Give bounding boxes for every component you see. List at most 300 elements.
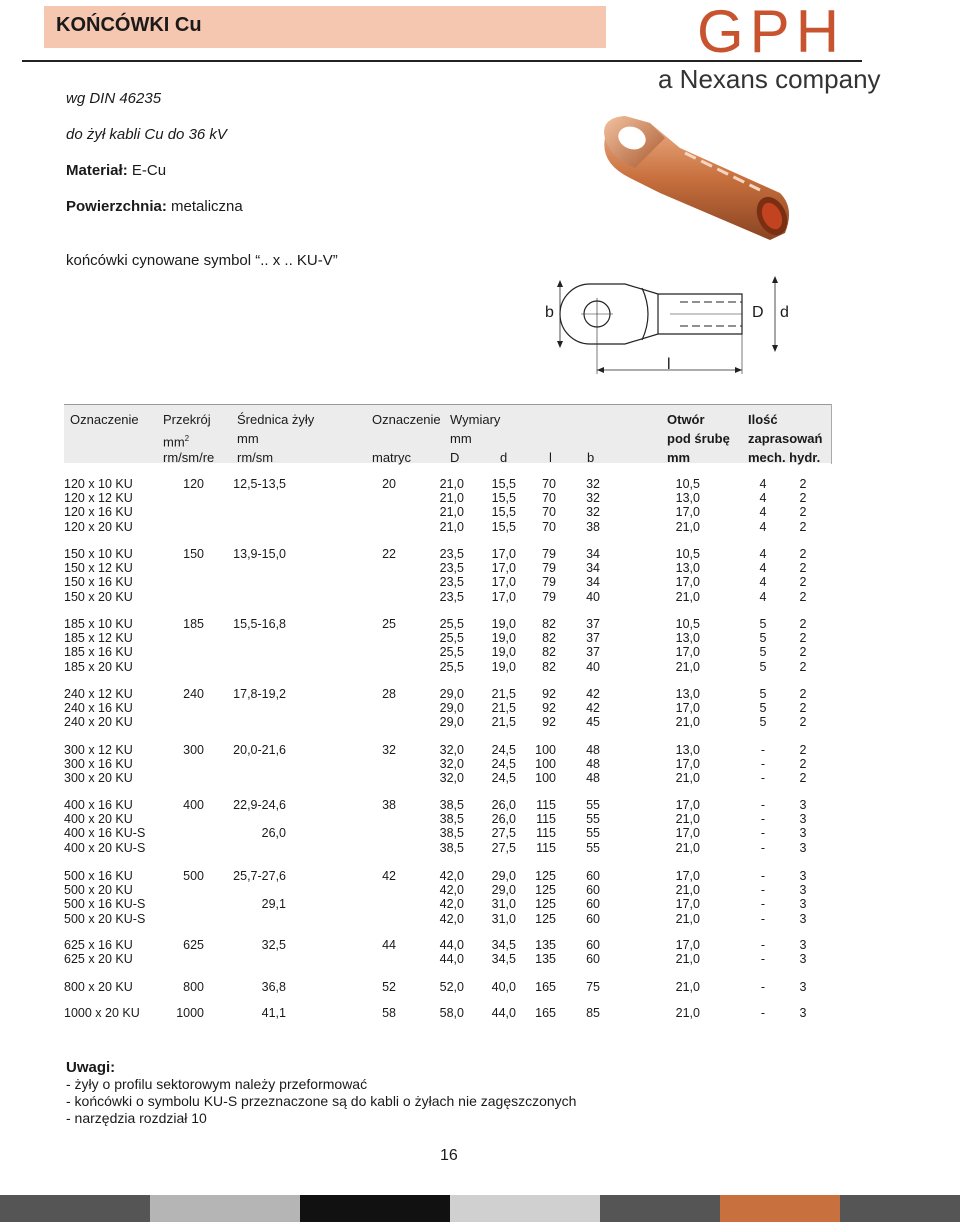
cell-b: 60 bbox=[586, 938, 600, 952]
th-wymiary: Wymiary bbox=[450, 412, 501, 427]
cell-otwor: 10,5 bbox=[675, 617, 700, 631]
cell-srednica: 20,0-21,6 bbox=[233, 743, 286, 757]
cell-l: 100 bbox=[535, 757, 556, 772]
cell-hydr: 3 bbox=[799, 938, 807, 952]
th-mech-hydr: mech. hydr. bbox=[748, 450, 821, 465]
cell-l: 79 bbox=[542, 561, 556, 576]
cell-matryca: 38 bbox=[382, 798, 396, 812]
cell-l: 115 bbox=[536, 826, 556, 841]
cell-hydr: 3 bbox=[799, 897, 807, 912]
cell-otwor: 13,0 bbox=[675, 631, 700, 646]
cell-mech: 5 bbox=[759, 687, 767, 701]
table-row bbox=[0, 520, 960, 535]
cell-przekroj: 1000 bbox=[176, 1006, 204, 1020]
cell-D: 58,0 bbox=[439, 1006, 464, 1020]
cell-matryca: 22 bbox=[382, 547, 396, 561]
cell-mech: 4 bbox=[759, 505, 767, 520]
cell-otwor: 17,0 bbox=[675, 798, 700, 812]
cell-hydr: 2 bbox=[799, 477, 807, 491]
cell-srednica: 41,1 bbox=[261, 1006, 286, 1020]
cell-D: 44,0 bbox=[439, 938, 464, 952]
cell-otwor: 21,0 bbox=[675, 1006, 700, 1020]
cell-otwor: 17,0 bbox=[675, 645, 700, 660]
cell-l: 125 bbox=[535, 869, 556, 883]
th-col-d: d bbox=[500, 450, 508, 465]
table-row bbox=[0, 938, 960, 953]
table-row bbox=[0, 952, 960, 967]
cell-hydr: 3 bbox=[799, 1006, 807, 1020]
cell-oznaczenie: 240 x 16 KU bbox=[64, 701, 133, 716]
cell-mech: - bbox=[760, 869, 766, 883]
cell-srednica: 32,5 bbox=[261, 938, 286, 952]
cell-otwor: 10,5 bbox=[675, 547, 700, 561]
cell-otwor: 17,0 bbox=[675, 701, 700, 716]
cell-d: 24,5 bbox=[491, 757, 516, 772]
cell-otwor: 21,0 bbox=[675, 911, 700, 926]
cell-srednica: 13,9-15,0 bbox=[233, 547, 286, 561]
cell-oznaczenie: 400 x 16 KU bbox=[64, 798, 133, 812]
cell-hydr: 2 bbox=[799, 687, 807, 701]
cell-mech: - bbox=[760, 1006, 766, 1020]
cell-hydr: 2 bbox=[799, 771, 807, 786]
cell-srednica: 25,7-27,6 bbox=[233, 869, 286, 883]
cell-D: 21,0 bbox=[439, 505, 464, 520]
cell-oznaczenie: 185 x 10 KU bbox=[64, 617, 133, 631]
cell-hydr: 3 bbox=[799, 798, 807, 812]
table-row bbox=[0, 798, 960, 813]
cell-D: 25,5 bbox=[439, 631, 464, 646]
cell-d: 26,0 bbox=[491, 798, 516, 812]
cell-b: 32 bbox=[586, 477, 600, 491]
dim-label-d: d bbox=[780, 304, 789, 321]
cell-oznaczenie: 240 x 20 KU bbox=[64, 715, 133, 730]
cell-hydr: 2 bbox=[799, 743, 807, 757]
cell-d: 15,5 bbox=[491, 505, 516, 520]
cell-przekroj: 120 bbox=[183, 477, 204, 491]
cell-otwor: 21,0 bbox=[675, 519, 700, 534]
cell-otwor: 17,0 bbox=[675, 938, 700, 952]
cell-l: 165 bbox=[535, 1006, 556, 1020]
cell-b: 34 bbox=[586, 561, 600, 576]
table-row bbox=[0, 869, 960, 884]
cell-hydr: 2 bbox=[799, 519, 807, 534]
cell-hydr: 3 bbox=[799, 980, 807, 994]
cell-D: 23,5 bbox=[439, 561, 464, 576]
material-label: Materiał: bbox=[66, 162, 128, 179]
cell-b: 55 bbox=[586, 812, 600, 827]
cell-l: 92 bbox=[542, 687, 556, 701]
cell-hydr: 3 bbox=[799, 883, 807, 898]
cell-d: 34,5 bbox=[491, 952, 516, 967]
cell-mech: - bbox=[760, 771, 766, 786]
cell-otwor: 13,0 bbox=[675, 687, 700, 701]
cell-l: 115 bbox=[536, 798, 556, 812]
cell-d: 24,5 bbox=[491, 771, 516, 786]
cell-d: 19,0 bbox=[491, 645, 516, 660]
cell-l: 79 bbox=[542, 547, 556, 561]
cell-oznaczenie: 185 x 12 KU bbox=[64, 631, 133, 646]
cell-b: 37 bbox=[586, 617, 600, 631]
table-row bbox=[0, 1006, 960, 1021]
cell-matryca: 42 bbox=[382, 869, 396, 883]
cell-b: 42 bbox=[586, 687, 600, 701]
cell-d: 15,5 bbox=[491, 477, 516, 491]
notes-title: Uwagi: bbox=[66, 1059, 116, 1076]
th-col-D: D bbox=[450, 450, 460, 465]
cell-l: 135 bbox=[535, 952, 556, 967]
th-col-l: l bbox=[549, 450, 552, 465]
cell-D: 32,0 bbox=[439, 771, 464, 786]
cell-l: 82 bbox=[542, 617, 556, 631]
cell-mech: - bbox=[760, 743, 766, 757]
cell-mech: 4 bbox=[759, 519, 767, 534]
cell-hydr: 3 bbox=[799, 840, 807, 855]
cell-d: 21,5 bbox=[491, 701, 516, 716]
table-row bbox=[0, 743, 960, 758]
th-matryca: Oznaczenie bbox=[372, 412, 441, 427]
th-oznaczenie: Oznaczenie bbox=[70, 412, 139, 427]
cell-oznaczenie: 1000 x 20 KU bbox=[64, 1006, 140, 1020]
th-otwor-unit: mm bbox=[667, 450, 691, 465]
cell-matryca: 58 bbox=[382, 1006, 396, 1020]
cell-mech: 4 bbox=[759, 491, 767, 506]
cell-D: 25,5 bbox=[439, 617, 464, 631]
cell-mech: - bbox=[760, 826, 766, 841]
cell-otwor: 21,0 bbox=[675, 812, 700, 827]
cell-oznaczenie: 400 x 20 KU bbox=[64, 812, 133, 827]
cell-D: 32,0 bbox=[439, 743, 464, 757]
cell-oznaczenie: 300 x 12 KU bbox=[64, 743, 133, 757]
cell-d: 31,0 bbox=[491, 897, 516, 912]
table-row bbox=[0, 631, 960, 646]
cell-d: 17,0 bbox=[491, 589, 516, 604]
cell-b: 75 bbox=[586, 980, 600, 994]
cell-b: 55 bbox=[586, 798, 600, 812]
cell-mech: - bbox=[760, 757, 766, 772]
cell-otwor: 17,0 bbox=[675, 575, 700, 590]
cell-przekroj: 400 bbox=[183, 798, 204, 812]
cell-hydr: 3 bbox=[799, 911, 807, 926]
cell-D: 29,0 bbox=[439, 687, 464, 701]
table-row bbox=[0, 715, 960, 730]
cell-otwor: 21,0 bbox=[675, 659, 700, 674]
cell-D: 42,0 bbox=[439, 869, 464, 883]
cell-hydr: 3 bbox=[799, 812, 807, 827]
cell-l: 125 bbox=[535, 883, 556, 898]
cell-otwor: 17,0 bbox=[675, 897, 700, 912]
cell-d: 21,5 bbox=[491, 715, 516, 730]
cell-otwor: 21,0 bbox=[675, 589, 700, 604]
cell-D: 25,5 bbox=[439, 645, 464, 660]
cell-otwor: 13,0 bbox=[675, 561, 700, 576]
cell-l: 92 bbox=[542, 715, 556, 730]
cell-przekroj: 500 bbox=[183, 869, 204, 883]
cell-D: 23,5 bbox=[439, 589, 464, 604]
cell-D: 38,5 bbox=[439, 826, 464, 841]
cell-b: 60 bbox=[586, 911, 600, 926]
cell-l: 115 bbox=[536, 840, 556, 855]
table-row bbox=[0, 687, 960, 702]
cell-przekroj: 150 bbox=[183, 547, 204, 561]
cell-srednica: 29,1 bbox=[261, 897, 286, 912]
cell-d: 19,0 bbox=[491, 617, 516, 631]
cell-b: 42 bbox=[586, 701, 600, 716]
intro-cable: do żył kabli Cu do 36 kV bbox=[66, 126, 227, 143]
table-row bbox=[0, 897, 960, 912]
th-przekroj-unit: $mm^2$ bbox=[163, 434, 190, 450]
cell-l: 82 bbox=[542, 631, 556, 646]
cell-hydr: 3 bbox=[799, 952, 807, 967]
cell-otwor: 21,0 bbox=[675, 952, 700, 967]
cell-mech: 4 bbox=[759, 575, 767, 590]
cell-d: 26,0 bbox=[491, 812, 516, 827]
cell-l: 79 bbox=[542, 575, 556, 590]
th-przekroj-sub: rm/sm/re bbox=[163, 450, 215, 465]
cell-l: 82 bbox=[542, 659, 556, 674]
cell-D: 29,0 bbox=[439, 715, 464, 730]
cell-mech: 5 bbox=[759, 631, 767, 646]
table-row bbox=[0, 590, 960, 605]
cell-b: 34 bbox=[586, 547, 600, 561]
cell-D: 42,0 bbox=[439, 883, 464, 898]
table-row bbox=[0, 757, 960, 772]
brand-logo: GPH bbox=[697, 0, 846, 65]
cell-srednica: 36,8 bbox=[261, 980, 286, 994]
cell-oznaczenie: 240 x 12 KU bbox=[64, 687, 133, 701]
cell-matryca: 52 bbox=[382, 980, 396, 994]
cell-hydr: 2 bbox=[799, 631, 807, 646]
brand-tagline: a Nexans company bbox=[658, 64, 881, 94]
cell-otwor: 21,0 bbox=[675, 771, 700, 786]
table-row bbox=[0, 617, 960, 632]
cell-d: 27,5 bbox=[491, 826, 516, 841]
cell-hydr: 2 bbox=[799, 659, 807, 674]
cell-b: 32 bbox=[586, 491, 600, 506]
cell-D: 21,0 bbox=[439, 491, 464, 506]
note-item: - żyły o profilu sektorowym należy przeformować bbox=[66, 1076, 368, 1092]
cell-oznaczenie: 185 x 16 KU bbox=[64, 645, 133, 660]
cell-d: 29,0 bbox=[491, 869, 516, 883]
table-row bbox=[0, 883, 960, 898]
cell-mech: 5 bbox=[759, 715, 767, 730]
table-row bbox=[0, 645, 960, 660]
cell-srednica: 26,0 bbox=[261, 826, 286, 841]
cell-hydr: 2 bbox=[799, 505, 807, 520]
cell-b: 32 bbox=[586, 505, 600, 520]
cell-otwor: 17,0 bbox=[675, 757, 700, 772]
table-row bbox=[0, 912, 960, 927]
cell-mech: 4 bbox=[759, 547, 767, 561]
cell-d: 19,0 bbox=[491, 631, 516, 646]
cell-D: 42,0 bbox=[439, 911, 464, 926]
cell-b: 60 bbox=[586, 883, 600, 898]
material-value: E-Cu bbox=[131, 162, 167, 179]
dim-label-b: b bbox=[545, 304, 554, 321]
cell-oznaczenie: 150 x 10 KU bbox=[64, 547, 133, 561]
cell-otwor: 21,0 bbox=[675, 883, 700, 898]
cell-b: 55 bbox=[586, 826, 600, 841]
cell-b: 55 bbox=[586, 840, 600, 855]
cell-b: 60 bbox=[586, 952, 600, 967]
cell-mech: 5 bbox=[759, 701, 767, 716]
cell-D: 23,5 bbox=[439, 547, 464, 561]
page-title: KOŃCÓWKI Cu bbox=[56, 14, 202, 36]
cell-oznaczenie: 150 x 20 KU bbox=[64, 589, 133, 604]
cell-D: 29,0 bbox=[439, 701, 464, 716]
cell-mech: 5 bbox=[759, 645, 767, 660]
cell-mech: - bbox=[760, 938, 766, 952]
cell-oznaczenie: 300 x 20 KU bbox=[64, 771, 133, 786]
cell-otwor: 13,0 bbox=[675, 491, 700, 506]
cell-otwor: 17,0 bbox=[675, 869, 700, 883]
cell-l: 100 bbox=[535, 743, 556, 757]
note-item: - końcówki o symbolu KU-S przeznaczone są do kabli o żyłach nie zagęszczonych bbox=[66, 1093, 577, 1109]
cell-oznaczenie: 500 x 20 KU bbox=[64, 883, 133, 898]
th-matryc-sub: matryc bbox=[372, 450, 411, 465]
cell-srednica: 12,5-13,5 bbox=[233, 477, 286, 491]
cell-oznaczenie: 120 x 10 KU bbox=[64, 477, 133, 491]
cell-otwor: 21,0 bbox=[675, 715, 700, 730]
cell-D: 23,5 bbox=[439, 575, 464, 590]
th-srednica: Średnica żyły bbox=[237, 412, 315, 427]
cell-przekroj: 800 bbox=[183, 980, 204, 994]
cell-l: 135 bbox=[535, 938, 556, 952]
cell-oznaczenie: 150 x 12 KU bbox=[64, 561, 133, 576]
cell-otwor: 10,5 bbox=[675, 477, 700, 491]
cell-mech: 5 bbox=[759, 659, 767, 674]
intro-standard: wg DIN 46235 bbox=[66, 90, 162, 107]
table-row bbox=[0, 771, 960, 786]
cell-b: 85 bbox=[586, 1006, 600, 1020]
cell-hydr: 2 bbox=[799, 491, 807, 506]
cell-l: 82 bbox=[542, 645, 556, 660]
cell-l: 125 bbox=[535, 897, 556, 912]
cell-przekroj: 625 bbox=[183, 938, 204, 952]
cell-oznaczenie: 800 x 20 KU bbox=[64, 980, 133, 994]
cell-b: 40 bbox=[586, 589, 600, 604]
cell-hydr: 2 bbox=[799, 757, 807, 772]
table-row bbox=[0, 812, 960, 827]
cell-przekroj: 300 bbox=[183, 743, 204, 757]
cell-l: 70 bbox=[542, 505, 556, 520]
cell-D: 38,5 bbox=[439, 798, 464, 812]
cell-oznaczenie: 500 x 16 KU-S bbox=[64, 897, 146, 912]
cell-mech: - bbox=[760, 883, 766, 898]
cell-matryca: 32 bbox=[382, 743, 396, 757]
th-pod-srube: pod śrubę bbox=[667, 431, 730, 446]
cell-b: 48 bbox=[586, 757, 600, 772]
table-row bbox=[0, 491, 960, 506]
cell-d: 29,0 bbox=[491, 883, 516, 898]
cell-srednica: 17,8-19,2 bbox=[233, 687, 286, 701]
cell-b: 48 bbox=[586, 771, 600, 786]
cell-mech: - bbox=[760, 897, 766, 912]
cell-oznaczenie: 500 x 16 KU bbox=[64, 869, 133, 883]
surface-label: Powierzchnia: bbox=[66, 198, 167, 215]
cell-hydr: 2 bbox=[799, 589, 807, 604]
cell-oznaczenie: 120 x 20 KU bbox=[64, 519, 133, 534]
cell-l: 165 bbox=[535, 980, 556, 994]
table-row bbox=[0, 505, 960, 520]
cell-b: 34 bbox=[586, 575, 600, 590]
cell-mech: - bbox=[760, 911, 766, 926]
footer-stripes bbox=[0, 1195, 960, 1222]
cell-otwor: 21,0 bbox=[675, 980, 700, 994]
cell-hydr: 3 bbox=[799, 869, 807, 883]
cell-hydr: 3 bbox=[799, 826, 807, 841]
table-row bbox=[0, 575, 960, 590]
cell-hydr: 2 bbox=[799, 715, 807, 730]
cell-l: 70 bbox=[542, 477, 556, 491]
cell-przekroj: 240 bbox=[183, 687, 204, 701]
cell-oznaczenie: 300 x 16 KU bbox=[64, 757, 133, 772]
th-zaprasowan: zaprasowań bbox=[748, 431, 823, 446]
cell-otwor: 17,0 bbox=[675, 505, 700, 520]
cell-otwor: 13,0 bbox=[675, 743, 700, 757]
page-number: 16 bbox=[440, 1147, 458, 1164]
cell-b: 60 bbox=[586, 897, 600, 912]
cell-hydr: 2 bbox=[799, 617, 807, 631]
cell-mech: - bbox=[760, 798, 766, 812]
cell-mech: 4 bbox=[759, 589, 767, 604]
th-srednica-sub: rm/sm bbox=[237, 450, 274, 465]
cell-b: 37 bbox=[586, 645, 600, 660]
cell-b: 48 bbox=[586, 743, 600, 757]
cell-b: 38 bbox=[586, 519, 600, 534]
cell-mech: 5 bbox=[759, 617, 767, 631]
dim-label-l: l bbox=[667, 356, 671, 373]
cell-l: 125 bbox=[535, 911, 556, 926]
cell-d: 21,5 bbox=[491, 687, 516, 701]
cell-l: 79 bbox=[542, 589, 556, 604]
cell-D: 25,5 bbox=[439, 659, 464, 674]
cell-d: 34,5 bbox=[491, 938, 516, 952]
table-row bbox=[0, 561, 960, 576]
cell-mech: - bbox=[760, 952, 766, 967]
cell-b: 45 bbox=[586, 715, 600, 730]
th-otwor: Otwór bbox=[667, 412, 705, 427]
surface-value: metaliczna bbox=[171, 198, 243, 215]
cell-srednica: 22,9-24,6 bbox=[233, 798, 286, 812]
cell-hydr: 2 bbox=[799, 575, 807, 590]
table-row bbox=[0, 841, 960, 856]
cell-matryca: 25 bbox=[382, 617, 396, 631]
cell-D: 21,0 bbox=[439, 519, 464, 534]
intro-tinned: końcówki cynowane symbol “.. x .. KU-V” bbox=[66, 252, 338, 269]
cell-matryca: 20 bbox=[382, 477, 396, 491]
table-row bbox=[0, 980, 960, 995]
cell-matryca: 28 bbox=[382, 687, 396, 701]
cell-d: 17,0 bbox=[491, 547, 516, 561]
cell-d: 27,5 bbox=[491, 840, 516, 855]
cell-D: 52,0 bbox=[439, 980, 464, 994]
cell-d: 40,0 bbox=[491, 980, 516, 994]
cell-D: 42,0 bbox=[439, 897, 464, 912]
cell-l: 92 bbox=[542, 701, 556, 716]
cell-l: 115 bbox=[536, 812, 556, 827]
cell-oznaczenie: 400 x 20 KU-S bbox=[64, 840, 146, 855]
th-col-b: b bbox=[587, 450, 595, 465]
cell-l: 70 bbox=[542, 519, 556, 534]
cell-matryca: 44 bbox=[382, 938, 396, 952]
table-row bbox=[0, 826, 960, 841]
cell-przekroj: 185 bbox=[183, 617, 204, 631]
cell-oznaczenie: 120 x 16 KU bbox=[64, 505, 133, 520]
note-item: - narzędzia rozdział 10 bbox=[66, 1110, 207, 1126]
cell-d: 17,0 bbox=[491, 575, 516, 590]
cell-oznaczenie: 185 x 20 KU bbox=[64, 659, 133, 674]
cell-b: 60 bbox=[586, 869, 600, 883]
